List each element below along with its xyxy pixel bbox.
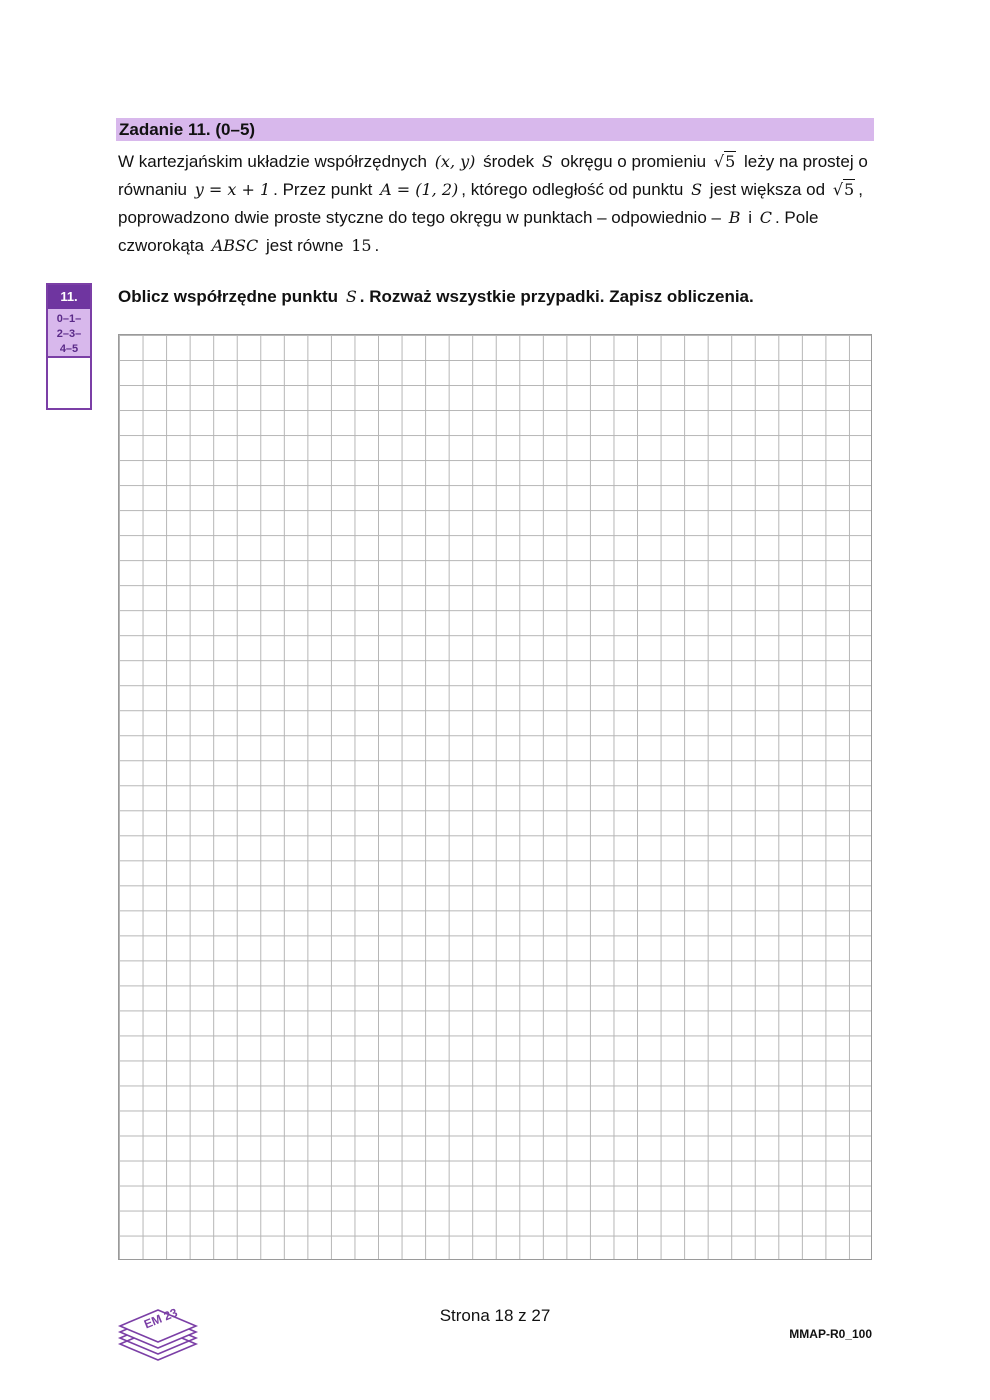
- text: jest równe: [265, 236, 344, 255]
- math-S: S: [345, 287, 357, 306]
- text: jest większa od: [709, 180, 826, 199]
- text: W kartezjańskim układzie współrzędnych: [118, 152, 427, 171]
- score-line: 2–3–: [56, 328, 82, 340]
- math-B: B: [728, 208, 741, 227]
- text: okręgu o promieniu: [560, 152, 707, 171]
- text: . Pole czworokąta: [118, 208, 819, 255]
- math-S: S: [691, 180, 703, 199]
- text: Oblicz współrzędne punktu: [118, 287, 339, 306]
- radicand: 5: [725, 152, 736, 171]
- text: środek: [483, 152, 535, 171]
- text: i: [748, 208, 752, 227]
- text: leży na prostej o równaniu: [118, 152, 868, 199]
- radicand: 5: [844, 180, 855, 199]
- math-C: C: [759, 208, 772, 227]
- score-task-number: 11.: [48, 285, 90, 309]
- logo-text: EM 23: [142, 1305, 180, 1332]
- math-sqrt5: √5: [832, 180, 855, 199]
- score-points: [48, 309, 90, 358]
- math-area: 15: [351, 236, 372, 255]
- score-box: [46, 283, 92, 410]
- math-coords: (x, y): [434, 152, 476, 171]
- score-line: 4–5: [59, 343, 79, 355]
- math-ABSC: ABSC: [211, 236, 259, 255]
- math-line-equation: y = x + 1: [194, 180, 271, 199]
- text: , którego odległość od punktu: [461, 180, 684, 199]
- score-line: 0–1–: [56, 313, 82, 325]
- task-statement: [118, 148, 878, 260]
- exam-code: MMAP-R0_100: [789, 1327, 872, 1341]
- task-header: Zadanie 11. (0–5): [116, 118, 874, 141]
- task-instruction: [118, 285, 878, 309]
- text: . Przez punkt: [273, 180, 373, 199]
- text: . Rozważ wszystkie przypadki. Zapisz obliczenia.: [359, 287, 754, 306]
- text: , poprowadzono dwie proste styczne do tego okręgu w punktach – odpowiednio –: [118, 180, 863, 227]
- math-point-A: A = (1, 2): [380, 180, 459, 199]
- page-number: Strona 18 z 27: [439, 1306, 551, 1325]
- answer-grid[interactable]: [118, 334, 872, 1260]
- math-S: S: [541, 152, 553, 171]
- math-sqrt5: √5: [713, 152, 736, 171]
- text: .: [374, 236, 380, 255]
